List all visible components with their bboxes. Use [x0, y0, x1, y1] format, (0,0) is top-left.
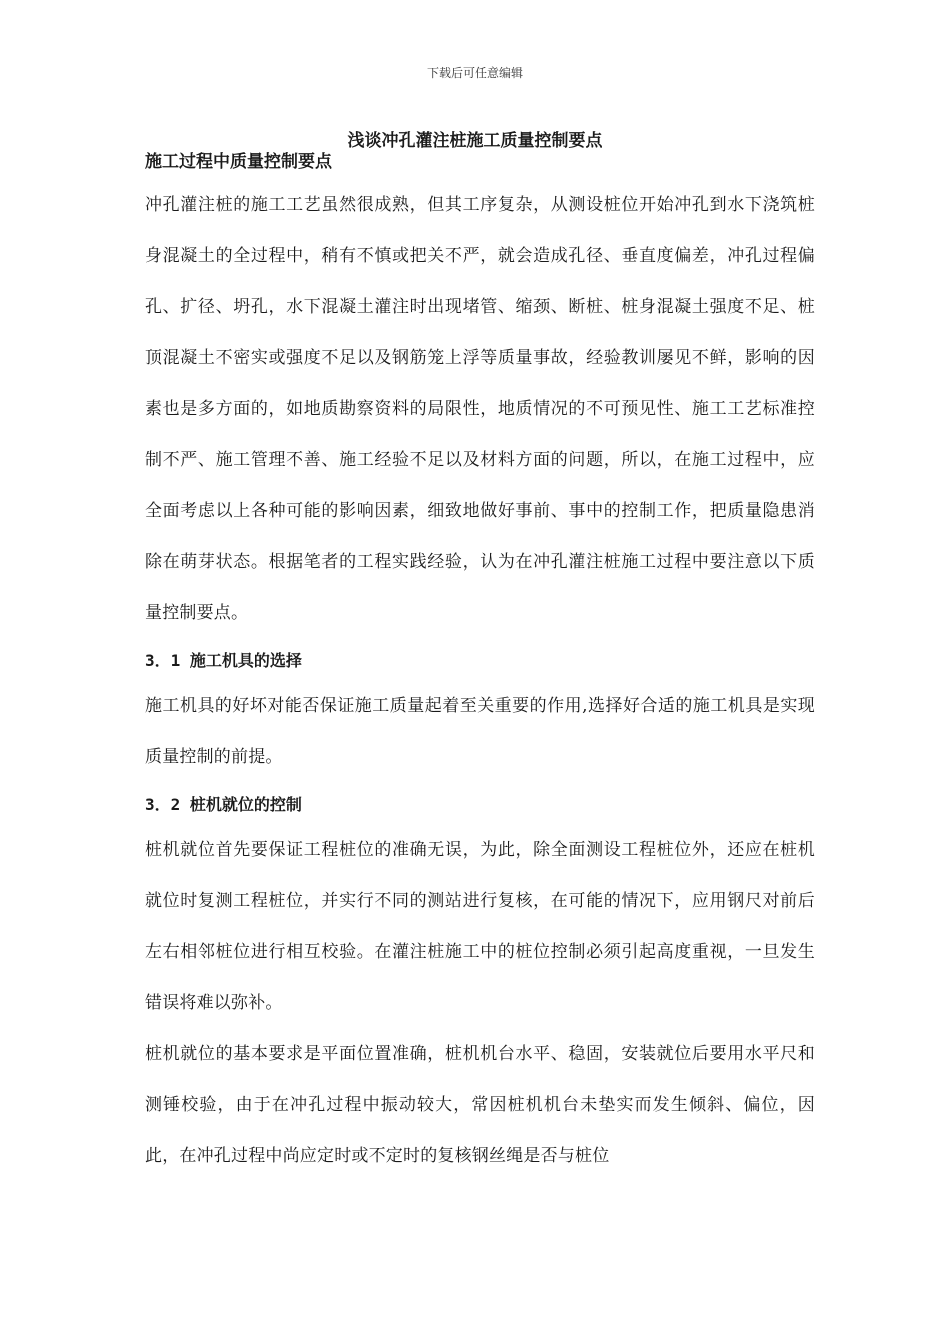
paragraph-3-1: 施工机具的好坏对能否保证施工质量起着至关重要的作用,选择好合适的施工机具是实现质量控制的前提。	[145, 696, 815, 767]
paragraph-3-2-b: 桩机就位的基本要求是平面位置准确，桩机机台水平、稳固，安装就位后要用水平尺和测锤校验，由于在冲孔过程中振动较大，常因桩机机台未垫实而发生倾斜、偏位，因此，在冲孔过程中尚应定时或不定时的复核钢丝绳是否与桩位	[145, 1044, 815, 1166]
header-note: 下载后可任意编辑	[426, 66, 523, 80]
subsection-title: 施工机具的选择	[189, 651, 302, 670]
document-title: 浅谈冲孔灌注桩施工质量控制要点	[347, 131, 603, 151]
intro-paragraph: 冲孔灌注桩的施工工艺虽然很成熟，但其工序复杂，从测设桩位开始冲孔到水下浇筑桩身混凝土的全过程中，稍有不慎或把关不严，就会造成孔径、垂直度偏差，冲孔过程偏孔、扩径、坍孔，水下混凝土灌注时出现堵管、缩颈、断桩、桩身混凝土强度不足、桩顶混凝土不密实或强度不足以及钢筋笼上浮等质量事故，经验教训屡见不鲜，影响的因素也是多方面的，如地质勘察资料的局限性，地质情况的不可预见性、施工工艺标准控制不严、施工管理不善、施工经验不足以及材料方面的问题，所以，在施工过程中，应全面考虑以上各种可能的影响因素，细致地做好事前、事中的控制工作，把质量隐患消除在萌芽状态。根据笔者的工程实践经验，认为在冲孔灌注桩施工过程中要注意以下质量控制要点。	[145, 195, 815, 623]
subsection-heading-3-2	[145, 791, 815, 819]
section-heading: 施工过程中质量控制要点	[145, 152, 332, 172]
subsection-title: 桩机就位的控制	[189, 795, 302, 814]
subsection-number: 3．1	[145, 651, 181, 670]
document-body	[145, 148, 815, 1182]
subsection-number: 3．2	[145, 795, 181, 814]
subsection-heading-3-1	[145, 647, 815, 675]
paragraph-3-2-a: 桩机就位首先要保证工程桩位的准确无误，为此，除全面测设工程桩位外，还应在桩机就位时复测工程桩位，并实行不同的测站进行复核，在可能的情况下，应用钢尺对前后左右相邻桩位进行相互校验。在灌注桩施工中的桩位控制必须引起高度重视，一旦发生错误将难以弥补。	[145, 840, 815, 1013]
